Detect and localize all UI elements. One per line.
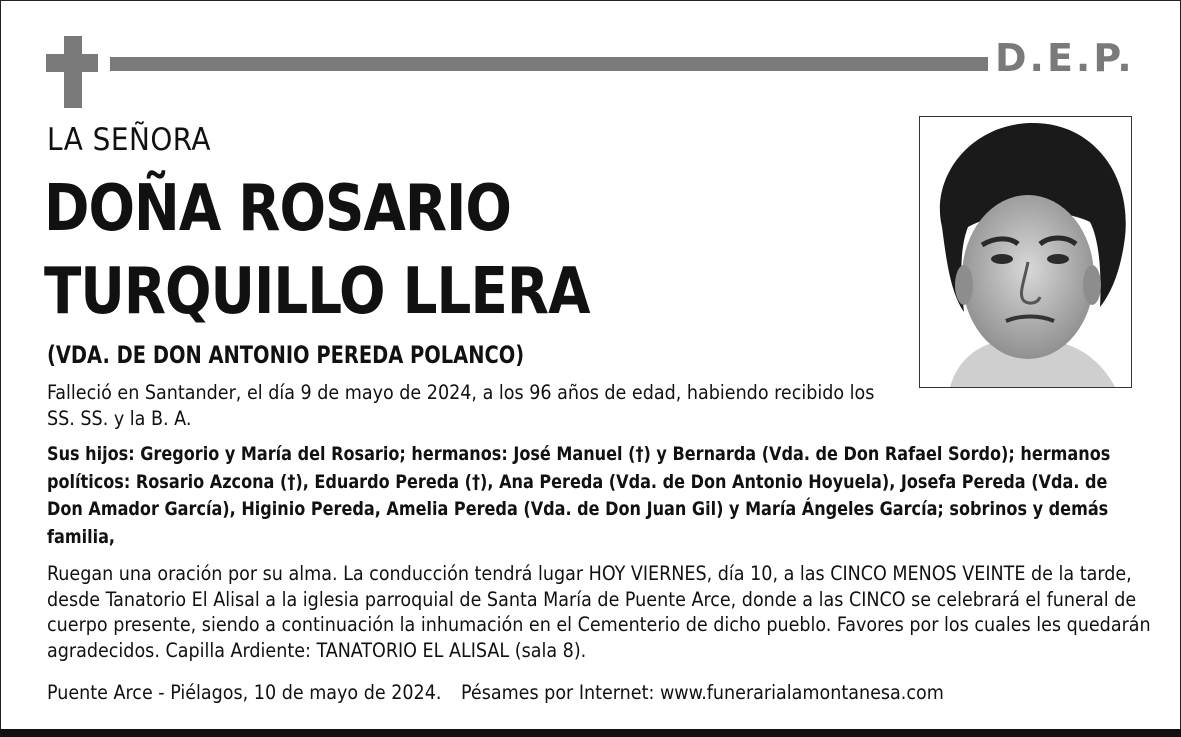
service-details: Ruegan una oración por su alma. La conducción tendrá lugar HOY VIERNES, día 10, a las CINCO MENOS VEINTE de la tarde, desde Tanatorio El Alisal a la iglesia parroquial de Santa María de Puente Arce, donde a las CINCO se celebrará el funeral de cuerpo presente, siendo a continuación la inhumación en el Cementerio de dicho pueblo. Favores por los cuales les quedarán agradecidos. Capilla Ardiente: TANATORIO EL ALISAL (sala 8). bbox=[47, 562, 1151, 662]
footer-line bbox=[47, 680, 944, 706]
bottom-border bbox=[0, 729, 1181, 737]
deceased-name bbox=[44, 168, 589, 334]
dep-label: D.E.P. bbox=[995, 36, 1135, 80]
condolences-link: Pésames por Internet: www.funerarialamontanesa.com bbox=[461, 681, 944, 704]
widow-of: (VDA. DE DON ANTONIO PEREDA POLANCO) bbox=[47, 341, 525, 369]
family-list: Sus hijos: Gregorio y María del Rosario; hermanos: José Manuel (†) y Bernarda (Vda. de Don Rafael Sordo); hermanos políticos: Rosario Azcona (†), Eduardo Pereda (†), Ana Pereda (Vda. de Don Antonio Hoyuela), Josefa Pereda (Vda. de Don Amador García), Higinio Pereda, Amelia Pereda (Vda. de Don Juan Gil) y María Ángeles García; sobrinos y demás familia, bbox=[47, 443, 1111, 548]
place-date: Puente Arce - Piélagos, 10 de mayo de 2024. bbox=[47, 681, 442, 704]
name-line-1: DOÑA ROSARIO bbox=[44, 172, 511, 246]
name-line-2: TURQUILLO LLERA bbox=[44, 255, 590, 329]
honorific-prefix: LA SEÑORA bbox=[47, 122, 211, 158]
header-rule bbox=[110, 57, 988, 71]
portrait-photo-icon bbox=[919, 116, 1132, 388]
death-notice: Falleció en Santander, el día 9 de mayo de 2024, a los 96 años de edad, habiendo recibido los SS. SS. y la B. A. bbox=[47, 381, 875, 430]
